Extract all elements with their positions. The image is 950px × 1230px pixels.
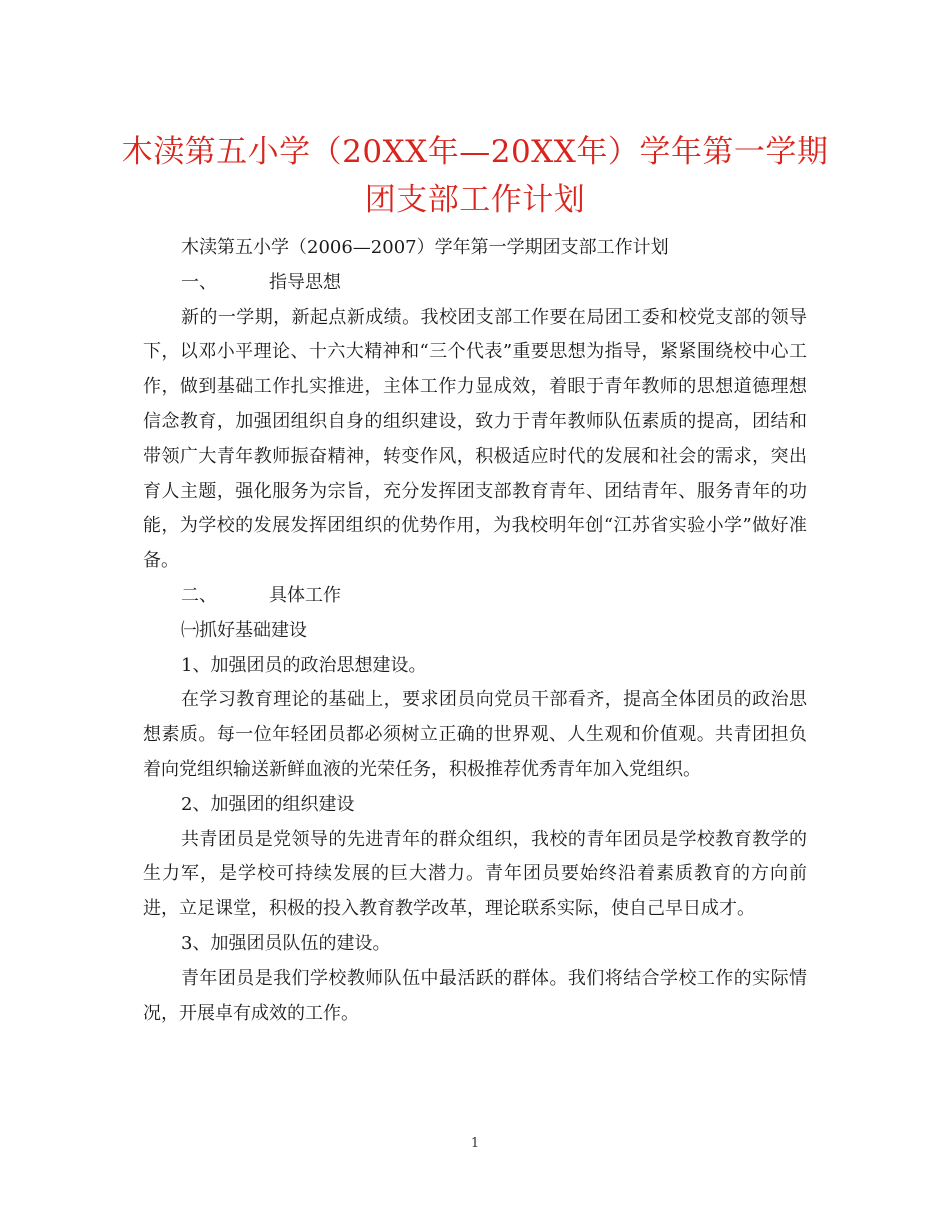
paragraph-intro: 新的一学期，新起点新成绩。我校团支部工作要在局团工委和校党支部的领导下，以邓小平理论、十六大精神和“三个代表”重要思想为指导，紧紧围绕校中心工作，做到基础工作扎实推进，主体工作力显成效，着眼于青年教师的思想道德理想信念教育，加强团组织自身的组织建设，致力于青年教师队伍素质的提高，团结和带领广大青年教师振奋精神，转变作风，积极适应时代的发展和社会的需求，突出育人主题，强化服务为宗旨，充分发挥团支部教育青年、团结青年、服务青年的功能，为学校的发展发挥团组织的优势作用，为我校明年创“江苏省实验小学”做好准备。 (143, 306, 807, 572)
subsection-heading-foundation: ㈠抓好基础建设 (181, 619, 307, 641)
item-heading-team: 3、加强团员队伍的建设。 (181, 932, 391, 954)
paragraph-political: 在学习教育理论的基础上，要求团员向党员干部看齐，提高全体团员的政治思想素质。每一位年轻团员都必须树立正确的世界观、人生观和价值观。共青团担负着向党组织输送新鲜血液的光荣任务，积极推荐优秀青年加入党组织。 (143, 689, 807, 780)
page-number: 1 (470, 1136, 480, 1151)
paragraph-organization: 共青团员是党领导的先进青年的群众组织，我校的青年团员是学校教育教学的生力军，是学校可持续发展的巨大潜力。青年团员要始终沿着素质教育的方向前进，立足课堂，积极的投入教育教学改革，理论联系实际，使自己早日成才。 (143, 828, 807, 920)
section-heading-guiding-thought (143, 266, 807, 301)
document-subtitle: 木渎第五小学（2006—2007）学年第一学期团支部工作计划 (181, 237, 669, 258)
document-body (143, 231, 807, 1031)
section-number: 一、 (181, 271, 217, 293)
paragraph-team: 青年团员是我们学校教师队伍中最活跃的群体。我们将结合学校工作的实际情况，开展卓有成效的工作。 (143, 967, 807, 1024)
section-heading-label: 指导思想 (269, 271, 341, 293)
item-heading-political: 1、加强团员的政治思想建设。 (181, 654, 427, 676)
section-heading-label: 具体工作 (269, 584, 341, 606)
item-heading-organization: 2、加强团的组织建设 (181, 793, 355, 815)
section-number: 二、 (181, 584, 217, 606)
section-heading-specific-work (143, 579, 807, 614)
page-title: 木渎第五小学（20XX年—20XX年）学年第一学期团支部工作计划 (121, 134, 829, 218)
